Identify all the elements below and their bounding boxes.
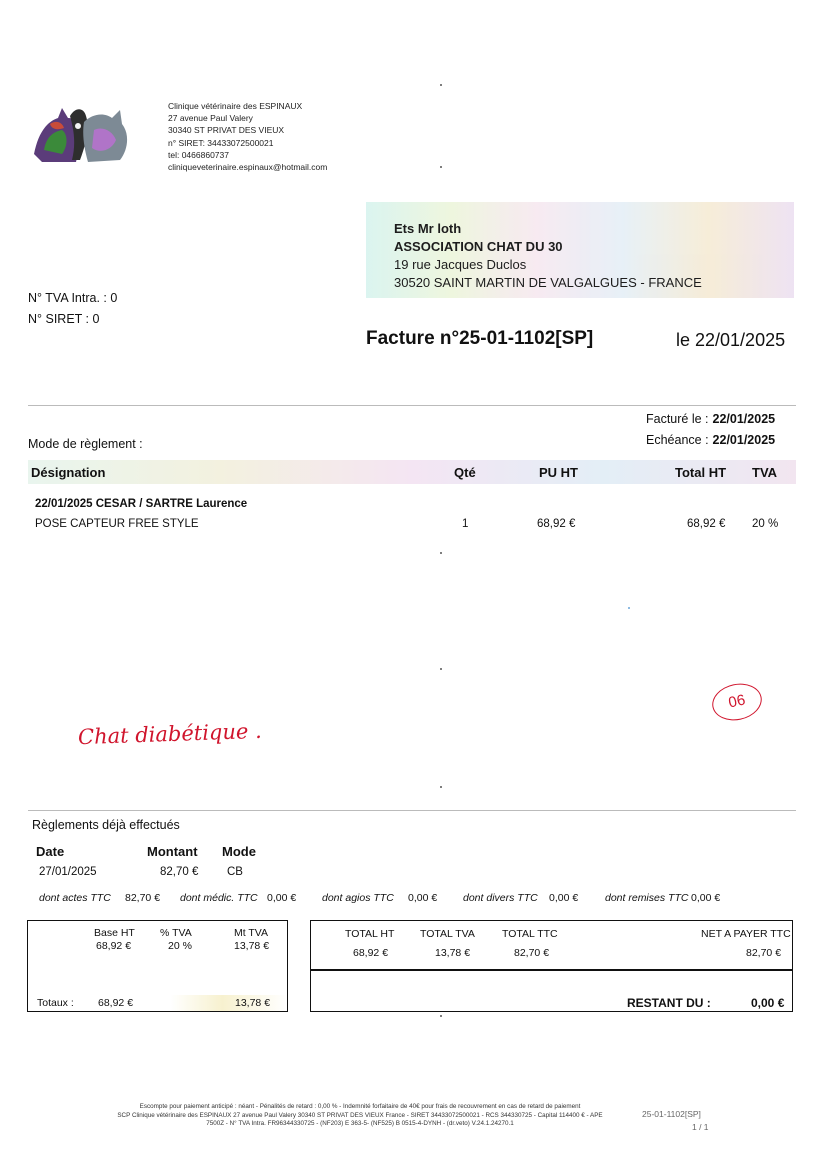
summary-divers-label: dont divers TTC	[463, 892, 538, 904]
echeance	[646, 433, 775, 447]
totals-header-ht: TOTAL HT	[345, 928, 395, 940]
clinic-logo	[32, 104, 132, 166]
summary-agios-label: dont agios TTC	[322, 892, 394, 904]
footer-line2: SCP Clinique vétérinaire des ESPINAUX 27 avenue Paul Valery 30340 ST PRIVAT DES VIEUX France - SIRET 34433072500021 - RCS 344330725 - Capital 114400 € - APE	[117, 1111, 603, 1119]
invoice-date: le 22/01/2025	[676, 330, 786, 350]
vat-pct-value: 20 %	[168, 940, 192, 952]
clinic-phone: tel: 0466860737	[168, 149, 229, 160]
payments-header-mode: Mode	[222, 844, 256, 859]
divider	[28, 405, 796, 406]
row-qte: 1	[462, 518, 469, 530]
scan-speck	[440, 552, 442, 554]
restant-du-label: RESTANT DU :	[627, 996, 711, 1010]
client-tva-intra: N° TVA Intra. : 0	[28, 291, 118, 305]
row-designation: POSE CAPTEUR FREE STYLE	[35, 518, 199, 530]
footer-line3: 7500Z - N° TVA Intra. FR96344330725 - (NF203) E 363-5- (NF525) B 0515-4-DYNH - (dr.veto) V.24.1.24270.1	[206, 1120, 514, 1127]
totaux-label: Totaux :	[37, 997, 74, 1009]
totals-divider	[311, 969, 792, 971]
totaux-base: 68,92 €	[98, 997, 134, 1009]
circled-stamp: 06	[709, 679, 765, 725]
client-siret: N° SIRET : 0	[28, 312, 100, 326]
payment-mode: CB	[227, 866, 243, 878]
scan-speck	[440, 84, 442, 86]
totals-header-ttc: TOTAL TTC	[502, 928, 558, 940]
items-table-header	[28, 460, 796, 484]
invoice-title: Facture n°25-01-1102[SP]	[366, 328, 594, 349]
summary-divers-value: 0,00 €	[549, 892, 579, 904]
payment-date: 27/01/2025	[39, 866, 97, 878]
payment-amount: 82,70 €	[160, 866, 199, 878]
row-pu-ht: 68,92 €	[537, 518, 576, 530]
row-total-ht: 68,92 €	[687, 518, 726, 530]
restant-du-value: 0,00 €	[751, 996, 785, 1010]
table-row	[0, 518, 827, 534]
summary-actes-label: dont actes TTC	[39, 892, 111, 904]
footer-line1: Escompte pour paiement anticipé : néant - Pénalités de retard : 0,00 % - Indemnité forfaitaire de 40€ pour frais de recouvrement en cas de retard de paiement	[139, 1103, 581, 1110]
summary-remises-label: dont remises TTC	[605, 892, 689, 904]
scan-speck	[628, 607, 630, 609]
header-total-ht: Total HT	[675, 465, 727, 480]
vat-mt-value: 13,78 €	[234, 940, 270, 952]
summary-actes-value: 82,70 €	[125, 892, 161, 904]
facture-le-value: 22/01/2025	[712, 412, 776, 426]
clinic-siret: n° SIRET: 34433072500021	[168, 137, 274, 148]
header-qte: Qté	[454, 465, 476, 480]
header-tva: TVA	[752, 465, 778, 480]
mode-reglement: Mode de règlement :	[28, 437, 143, 451]
recipient-line2: ASSOCIATION CHAT DU 30	[394, 239, 563, 254]
echeance-label: Echéance :	[646, 433, 709, 447]
total-tva-value: 13,78 €	[435, 947, 471, 959]
summary-actes	[39, 892, 111, 904]
totals-header-tva: TOTAL TVA	[420, 928, 475, 940]
payments-title: Règlements déjà effectués	[32, 818, 180, 832]
summary-remises-value: 0,00 €	[691, 892, 721, 904]
clinic-header	[168, 100, 327, 173]
footer-page-number: 1 / 1	[692, 1122, 709, 1132]
summary-agios-value: 0,00 €	[408, 892, 438, 904]
facture-le-label: Facturé le :	[646, 412, 709, 426]
echeance-value: 22/01/2025	[712, 433, 776, 447]
recipient-line3: 19 rue Jacques Duclos	[394, 257, 527, 272]
payments-header-montant: Montant	[147, 844, 198, 859]
footer-invoice-ref: 25-01-1102[SP]	[642, 1109, 701, 1119]
recipient-line1: Ets Mr loth	[394, 221, 462, 236]
payments-header-date: Date	[36, 844, 65, 859]
totals-header-net: NET A PAYER TTC	[701, 928, 791, 940]
row-tva: 20 %	[752, 518, 779, 530]
net-a-payer-value: 82,70 €	[746, 947, 782, 959]
items-group-title: 22/01/2025 CESAR / SARTRE Laurence	[35, 498, 248, 510]
header-designation: Désignation	[31, 465, 106, 480]
legal-footer	[80, 1103, 640, 1129]
header-pu-ht: PU HT	[539, 465, 578, 480]
totals-box	[310, 920, 793, 1012]
summary-agios	[322, 892, 394, 904]
scan-speck	[440, 786, 442, 788]
summary-divers	[463, 892, 538, 904]
summary-medic-value: 0,00 €	[267, 892, 297, 904]
handwritten-note: Chat diabétique .	[77, 718, 263, 750]
vat-box	[27, 920, 288, 1012]
vat-header-mt: Mt TVA	[234, 927, 269, 939]
vat-header-base: Base HT	[94, 927, 135, 939]
scan-speck	[440, 1015, 442, 1017]
divider	[28, 810, 796, 811]
summary-medic-label: dont médic. TTC	[180, 892, 258, 904]
clinic-city: 30340 ST PRIVAT DES VIEUX	[168, 125, 285, 136]
recipient-line4: 30520 SAINT MARTIN DE VALGALGUES - FRANCE	[394, 275, 702, 290]
summary-medic	[180, 892, 258, 904]
clinic-name: Clinique vétérinaire des ESPINAUX	[168, 101, 303, 111]
vat-base-value: 68,92 €	[96, 940, 132, 952]
clinic-email: cliniqueveterinaire.espinaux@hotmail.com	[168, 162, 328, 173]
vat-header-pct: % TVA	[160, 927, 192, 939]
totaux-tva: 13,78 €	[235, 997, 271, 1009]
scan-speck	[440, 166, 442, 168]
clinic-street: 27 avenue Paul Valery	[168, 113, 253, 124]
total-ht-value: 68,92 €	[353, 947, 389, 959]
total-ttc-value: 82,70 €	[514, 947, 550, 959]
facture-le	[646, 412, 775, 426]
summary-remises	[605, 892, 688, 904]
recipient-block	[366, 202, 794, 298]
scan-speck	[440, 668, 442, 670]
